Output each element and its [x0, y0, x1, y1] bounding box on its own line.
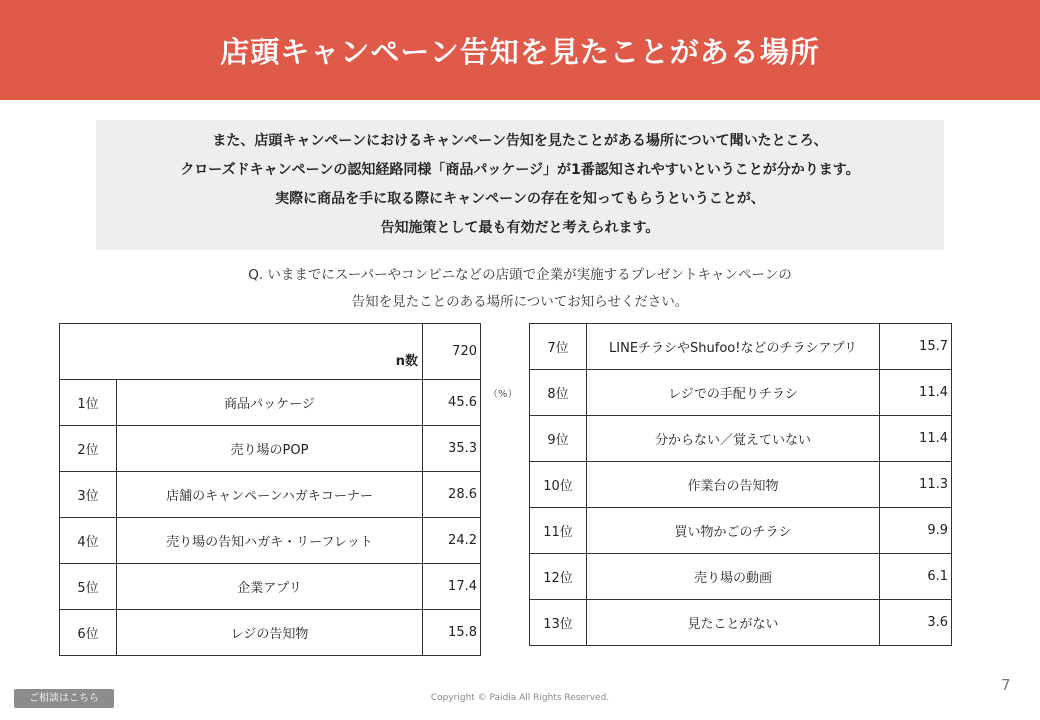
label-cell: 見たことがない	[587, 600, 880, 646]
n-value: 720	[423, 324, 481, 380]
label-cell: レジの告知物	[117, 610, 423, 656]
rank-cell: 13位	[530, 600, 587, 646]
table-row	[530, 370, 952, 416]
value-cell: 15.8	[423, 610, 481, 656]
rank-cell: 11位	[530, 508, 587, 554]
rank-cell: 1位	[60, 380, 117, 426]
survey-question	[0, 262, 1040, 316]
table-row	[530, 554, 952, 600]
summary-box	[96, 120, 944, 250]
table-row	[530, 324, 952, 370]
rank-cell: 2位	[60, 426, 117, 472]
rank-cell: 9位	[530, 416, 587, 462]
value-cell: 6.1	[880, 554, 952, 600]
table-row	[60, 380, 481, 426]
table-row	[530, 600, 952, 646]
value-cell: 24.2	[423, 518, 481, 564]
table-row	[60, 518, 481, 564]
rank-cell: 7位	[530, 324, 587, 370]
value-cell: 15.7	[880, 324, 952, 370]
table-row	[60, 610, 481, 656]
question-line-1: Q. いままでにスーパーやコンビニなどの店頭で企業が実施するプレゼントキャンペーンの	[248, 267, 792, 283]
rank-cell: 12位	[530, 554, 587, 600]
ranking-table-left	[59, 323, 481, 656]
n-label: n数	[60, 324, 423, 380]
label-cell: 店舗のキャンペーンハガキコーナー	[117, 472, 423, 518]
value-cell: 11.4	[880, 416, 952, 462]
contact-button[interactable]: ご相談はこちら	[14, 689, 114, 708]
value-cell: 45.6	[423, 380, 481, 426]
rank-cell: 6位	[60, 610, 117, 656]
value-cell: 11.3	[880, 462, 952, 508]
table-row	[60, 472, 481, 518]
copyright-text: Copyright © Paidia All Rights Reserved.	[430, 693, 610, 703]
label-cell: 分からない／覚えていない	[587, 416, 880, 462]
label-cell: 商品パッケージ	[117, 380, 423, 426]
value-cell: 9.9	[880, 508, 952, 554]
label-cell: 買い物かごのチラシ	[587, 508, 880, 554]
label-cell: 売り場の動画	[587, 554, 880, 600]
rank-cell: 3位	[60, 472, 117, 518]
table-row	[530, 416, 952, 462]
value-cell: 35.3	[423, 426, 481, 472]
value-cell: 17.4	[423, 564, 481, 610]
label-cell: 企業アプリ	[117, 564, 423, 610]
value-cell: 28.6	[423, 472, 481, 518]
question-line-2: 告知を見たことのある場所についてお知らせください。	[351, 294, 689, 310]
label-cell: 売り場のPOP	[117, 426, 423, 472]
label-cell: 作業台の告知物	[587, 462, 880, 508]
ranking-table-right	[529, 323, 952, 646]
sample-size-row	[60, 324, 481, 380]
label-cell: レジでの手配りチラシ	[587, 370, 880, 416]
value-cell: 11.4	[880, 370, 952, 416]
title-banner	[0, 0, 1040, 100]
rank-cell: 4位	[60, 518, 117, 564]
summary-line: 告知施策として最も有効だと考えられます。	[380, 220, 660, 236]
summary-line: 実際に商品を手に取る際にキャンペーンの存在を知ってもらうということが、	[275, 191, 765, 207]
rank-cell: 5位	[60, 564, 117, 610]
label-cell: LINEチラシやShufoo!などのチラシアプリ	[587, 324, 880, 370]
unit-label: （%）	[488, 389, 518, 400]
rank-cell: 8位	[530, 370, 587, 416]
page-title: 店頭キャンペーン告知を見たことがある場所	[220, 34, 820, 69]
page-number: 7	[1001, 676, 1011, 694]
rank-cell: 10位	[530, 462, 587, 508]
summary-line: また、店頭キャンペーンにおけるキャンペーン告知を見たことがある場所について聞いたところ、	[212, 133, 828, 149]
table-row	[60, 426, 481, 472]
table-row	[60, 564, 481, 610]
summary-line: クローズドキャンペーンの認知経路同様「商品パッケージ」が1番認知されやすいということが分かります。	[180, 162, 860, 178]
table-row	[530, 462, 952, 508]
label-cell: 売り場の告知ハガキ・リーフレット	[117, 518, 423, 564]
table-row	[530, 508, 952, 554]
value-cell: 3.6	[880, 600, 952, 646]
